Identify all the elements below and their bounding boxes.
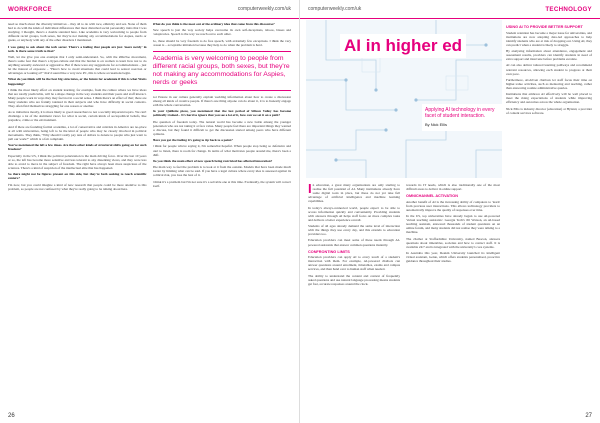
interview-question: Have you got the feeling it's going to tip back to a point? [152,138,233,143]
interview-question: You've mentioned the left a few times. Are there other kinds of structural shifts going on for such freedom? [8,143,147,152]
body-paragraph: In today's always-connected world, people expect to be able to access information quickly and conveniently. Providing students with answers through AI helps staff focus on more complex tasks and delivers a better experience overall. [308,205,400,222]
body-paragraph: Especially in the US, I think the political polarization is the main driving force. Over the last 10 years or so, the left has become more sensitive and less tolerant to any dissenting views, and they were less able to avoid to move in the subject of freedom. The right have always been more suspicious of the sciences. There's a kind of suspicion of the intellectual elite that has happened. [8,153,147,170]
body-paragraph: Nick Ellis is industry director (education) at Hyland, a provider of content services software. [506,106,592,115]
body-paragraph: The chatbot at Staffordshire University, named Beacon, answers questions about timetables, societies and how to contact staff. It is available 24/7 and is integrated with the university's core systems. [406,236,500,249]
body-paragraph: The main way to feel the problem is to look at it from the outside. Models that have been made much harder by limiting what can be said. If you have a legal culture where every idea is assessed against its political risk, you lose the best of it. [152,165,291,178]
interview-question: Do you think the main effect of new speech being restricted has affected innovation? [152,158,273,163]
body-paragraph: The question of freedom today. The natural world has become a new battle among the younger generation who are not taking it at face value. Many people feel there are important things they wanted to discuss, but they found it difficult to get the discussion started among peers who have different opinions. [152,119,291,136]
interview-question: In your Quillette piece, you mentioned that the last period of Silicon Valley has become politically trained... It's hard to ignore that you see a lot of it, how can we set it on a path? [152,109,291,118]
right-header [300,0,600,19]
body-paragraph: towards its IT needs, which is also traditionally one of the most difficult areas to deliver in online support. [406,183,500,192]
body-paragraph: So, these should be very freedom to do free speech, with extremely few exceptions. I think the very reason is – acceptable imitation because they help to do when the problem is hard. [152,38,291,47]
deck-text: Applying AI technology in every facet of student interaction. [425,107,495,119]
subheading: USING AI TO PROVIDE BETTER SUPPORT [506,25,583,29]
body-paragraph: Education providers can meet some of these needs through AI-powered assistants that answer common questions instantly. [308,238,400,247]
article-title: AI in higher ed [340,34,466,58]
left-column-1 [8,22,147,409]
subheading: CONFRONTING LIMITS [308,249,350,254]
body-paragraph: not Ensure in our culture generally explain wedding information about how to create a discussion among all kinds of creative people. If there's one thing anyone can do about it, it is to honestly engage with the whole conversation. [152,94,291,107]
body-paragraph: Student retention has become a major issue for universities, and institutions are now adopting data-led approaches to help identify students who are at risk of dropping out. Using AI, they can predict when a student is likely to struggle. [506,30,592,47]
body-paragraph: By analysing information about attendance, engagement and assessment results, providers can identify students in need of extra support and intervene before problems escalate. [506,49,592,62]
interview-question: What do you think is the most out of the ordinary idea that came from this discourse? [152,22,275,26]
left-column-2 [153,22,292,409]
drop-cap: I [308,183,312,196]
body-paragraph: Institutions that embrace AI effectively will be well placed to meet the rising expectations of students while improving efficiency and outcomes across the whole organisation. [506,92,592,105]
interview-question: What do you think will be the best big structures, or the future for academia if this is what Watts happening? [8,77,147,86]
hero-illustration [306,20,502,178]
body-paragraph: I'm now, but you could imagine a kind of new research that people could be more attentive to this problem, so people are not confused by what they're really going to be talking about here. [8,182,147,191]
right-page [300,0,600,423]
body-paragraph: Students of all ages already demand the same level of interaction with the things they use every day, and this extends to education providers too. [308,224,400,237]
site-url[interactable]: computerweekly.com/uk [308,6,362,12]
body-paragraph: Well, let me give you one example that I only semi-understand. So, with the #MeToo movement, there's some fear that there's a hyper-culture and that the burden is on women to learn how not to do anything sexually awkward or aggressive. But if there were any suggestions for accommodations – just let the interest of exposure – "Here's how to avoid situations that could lead to sexual coercion or advantages or looking at?" that'd sound like a very new PC, this is where accusations begin. [8,54,147,76]
subheading: OMNICHANNEL ACTIVATION [406,194,458,199]
right-column-2 [406,183,500,409]
section-label: TECHNOLOGY [545,5,592,13]
body-paragraph: New speech is just the way society helps overcome its own self-deceptions, taboos, biases and conspiracies. Speech is the way we reach out to each other. [152,28,291,37]
body-paragraph: need so much about the diversity initiatives – they all to do with race, ethnicity and sex. None of them had to do with the kinds of individual differences that most disturbed social personality traits that I was studying. I thought, there's a double standard here. Like academia is very welcoming to people from different racial groups, both sexes, but they're not making any accommodations for Aspies, nerds or geeks, or anybody with any of the other disorders I mentioned. [8,22,147,43]
body-paragraph: In the US, top universities have already begun to use AI-powered 'virtual teaching assistants'. Georgia Tech's Jill Watson, an AI-based teaching assistant, answered thousands of student questions on an online forum, and many students did not realise they were talking to a machine. [406,214,500,235]
lead-text: n education, a great many organisations are only starting to realise the full potential of AI. Many institutions already have some digital tools in place, but these do not yet take full advantage of artificial intelligence and machine learning capabilities. [308,183,400,204]
body-paragraph: The ability to understand the content and context of frequently asked questions and use natural language processing means students get fast, accurate responses around the clock. [308,273,400,286]
body-paragraph: I think it's a problem but I'm not sure it's a solvable one at this time. Eventually, the system will correct itself. [152,179,291,188]
body-paragraph: Education providers can apply AI to every touch of a student's interaction with them. For example, AI-powered chatbots can answer questions around enrolment, timetables, exams and campus services, and then hand over to human staff when needed. [308,255,400,272]
body-paragraph: In Australia this year, Deakin University launched its intelligent virtual assistant, Genie, which offers students personalised, proactive guidance throughout their studies. [406,251,500,264]
body-paragraph: As to initiatives mostly, it is more likely to good researchers to not a socially important topics. We can't challenge a lot of the dominant views for what is social, certain kinds of sociopolitical beliefs, like prejudice, crime or the environment. [8,110,147,123]
interview-question: I was going to ask about the tech sector. There's a feeling that people are just 'more nerdy' in tech. Is there some truth to that? [8,44,147,53]
body-paragraph: I think for people who're saying it, I'm somewhat hopeful. When people stop being so defensive and start to listen, there is room for change. In terms of what motivates people around me, there's been a shift. [152,144,291,157]
page-number: 26 [8,413,15,419]
article-deck [422,104,502,131]
body-paragraph: Furthermore, AI-driven chatbots let staff focus their time on higher-value activities, such as mentoring and teaching, rather than answering routine administrative queries. [506,77,592,90]
byline: By Nick Ellis [425,122,448,127]
left-header [0,0,299,19]
body-paragraph: Another benefit of AI is the increasing ability of computers to 'learn' from previous user interactions. This allows technology providers to automatically improve the quality of responses over time. [406,199,500,212]
left-columns [8,22,291,409]
lead-paragraph [308,183,400,203]
body-paragraph: And if there are founding formal academia, a lot of conservative and centrists in America are no-place at all with universities, being left to be the kind of people who may be closely involved in political movements. They think, "Why should I really pay tens of dollars to donate to people who just want to pull our work?" which is a fair complaint. [8,124,147,141]
interview-question: So there might not be figures present on this side, but they're both seeking to reach scientific centers? [8,172,147,181]
body-paragraph: AI can also deliver tailored learning pathways and recommend relevant resources, allowing each student to progress at their own pace. [506,63,592,76]
pull-quote: Academia is very welcoming to people from different racial groups, both sexes, but they're not making any accommodations for Aspies, nerds or geeks [153,51,292,91]
body-paragraph: I think the most likely effect on student learning, for example, from the culture where we have ideas that are totally predictable, will be a shape change in the way students and their peers and staff interact. Many people work in ways they may feel not in a social sense. I think there's an effect of that; there are many students who are frankly talented in their subjects and who have difficulty in social contexts. They often find themselves struggling for one reason or another. [8,87,147,109]
site-url[interactable]: computerweekly.com/uk [237,6,291,12]
page-number: 27 [585,413,592,419]
right-column-1 [308,183,400,409]
right-column-3 [506,22,592,409]
section-label: WORKFORCE [8,5,52,13]
